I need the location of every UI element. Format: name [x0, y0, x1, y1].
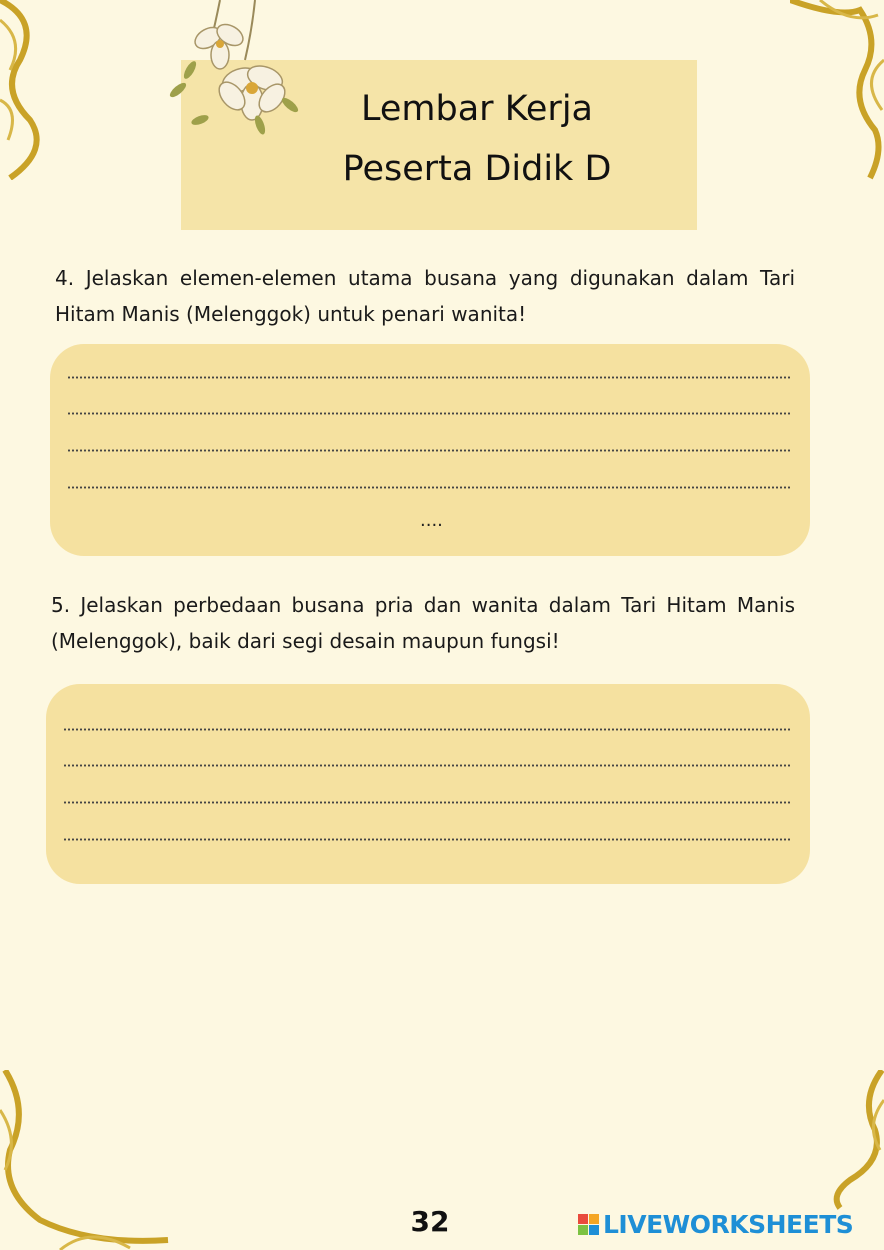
worksheet-title-line2: Peserta Didik D: [342, 149, 612, 189]
liveworksheets-brand-text: LIVEWORKSHEETS: [603, 1210, 854, 1239]
question-5-text: 5. Jelaskan perbedaan busana pria dan wanita dalam Tari Hitam Manis (Melenggok), baik dari segi desain maupun fungsi!: [51, 593, 795, 653]
worksheet-title-line1: Lembar Kerja: [361, 89, 593, 129]
answer-box-5[interactable]: [46, 684, 810, 884]
ornament-top-right: [790, 0, 884, 180]
answer-line: [63, 728, 792, 731]
answer-line: [67, 412, 792, 415]
answer-line: [63, 838, 792, 841]
answer-line: [67, 486, 792, 489]
answer-line: [63, 764, 792, 767]
question-4-text: 4. Jelaskan elemen-elemen utama busana yang digunakan dalam Tari Hitam Manis (Melenggok) untuk penari wanita!: [55, 266, 795, 326]
ornament-bottom-left: [0, 1070, 170, 1250]
ornament-bottom-right: [820, 1070, 884, 1210]
answer-line: [67, 376, 792, 379]
page-number: 32: [410, 1205, 450, 1238]
ornament-top-left: [0, 0, 60, 180]
liveworksheets-logo-icon: [578, 1214, 599, 1235]
liveworksheets-logo: [578, 1210, 853, 1239]
answer-line: [63, 801, 792, 804]
answer-line: [67, 449, 792, 452]
answer-ellipsis: ....: [420, 510, 443, 531]
